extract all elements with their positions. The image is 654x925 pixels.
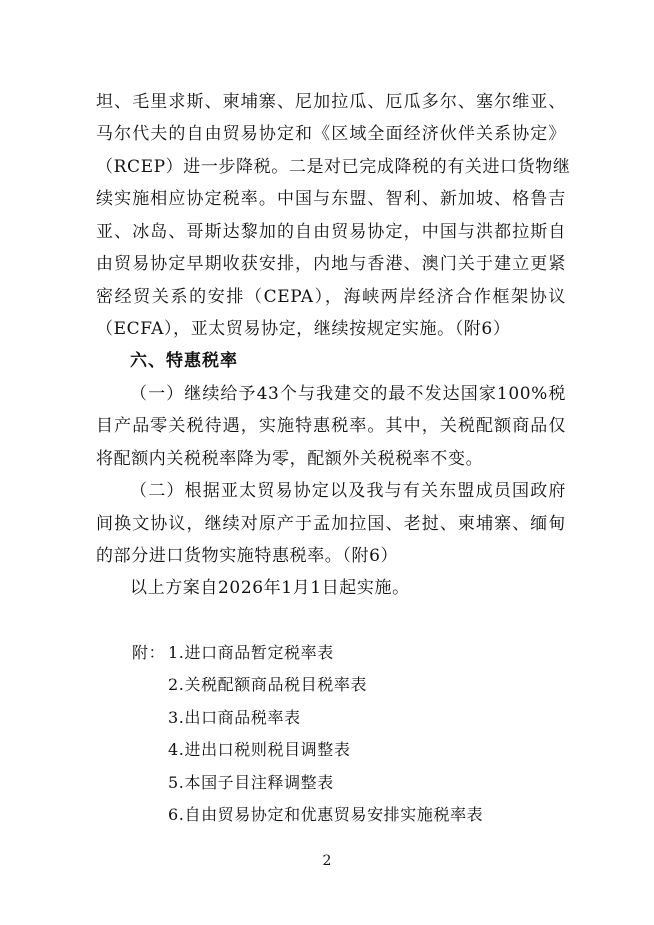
body-line: 马尔代夫的自由贸易协定和《区域全面经济伙伴关系协定》	[96, 124, 566, 144]
section-heading: 六、特惠税率	[130, 351, 238, 371]
body-line: 间换文协议，继续对原产于孟加拉国、老挝、柬埔寨、缅甸	[96, 514, 566, 534]
body-line: 密经贸关系的安排（CEPA），海峡两岸经济合作框架协议	[96, 287, 566, 307]
closing-line: 以上方案自2026年1月1日起实施。	[130, 578, 410, 598]
body-line: 由贸易协定早期收获安排，内地与香港、澳门关于建立更紧	[96, 254, 566, 274]
body-line: （RCEP）进一步降税。二是对已完成降税的有关进口货物继	[96, 157, 571, 177]
body-line: 目产品零关税待遇，实施特惠税率。其中，关税配额商品仅	[96, 416, 566, 436]
attachment-item: 5.本国子目注释调整表	[168, 773, 334, 792]
body-line: （一）继续给予43个与我建交的最不发达国家100%税	[130, 384, 566, 404]
attachment-item: 6.自由贸易协定和优惠贸易安排实施税率表	[168, 805, 484, 824]
body-line: （ECFA），亚太贸易协定，继续按规定实施。（附6）	[96, 319, 511, 339]
body-line: （二）根据亚太贸易协定以及我与有关东盟成员国政府	[130, 481, 566, 501]
attachments-label: 附：	[132, 643, 166, 662]
body-line: 将配额内关税税率降为零，配额外关税税率不变。	[96, 449, 484, 469]
attachment-item: 1.进口商品暂定税率表	[168, 643, 334, 662]
attachment-item: 2.关税配额商品税目税率表	[168, 675, 368, 694]
attachment-item: 4.进出口税则税目调整表	[168, 740, 351, 759]
page-number: 2	[322, 853, 332, 869]
attachment-item: 3.出口商品税率表	[168, 708, 301, 727]
body-line: 亚、冰岛、哥斯达黎加的自由贸易协定，中国与洪都拉斯自	[96, 222, 566, 242]
body-line: 坦、毛里求斯、柬埔寨、尼加拉瓜、厄瓜多尔、塞尔维亚、	[96, 92, 566, 112]
body-line: 的部分进口货物实施特惠税率。（附6）	[96, 546, 399, 566]
body-line: 续实施相应协定税率。中国与东盟、智利、新加坡、格鲁吉	[96, 189, 566, 209]
